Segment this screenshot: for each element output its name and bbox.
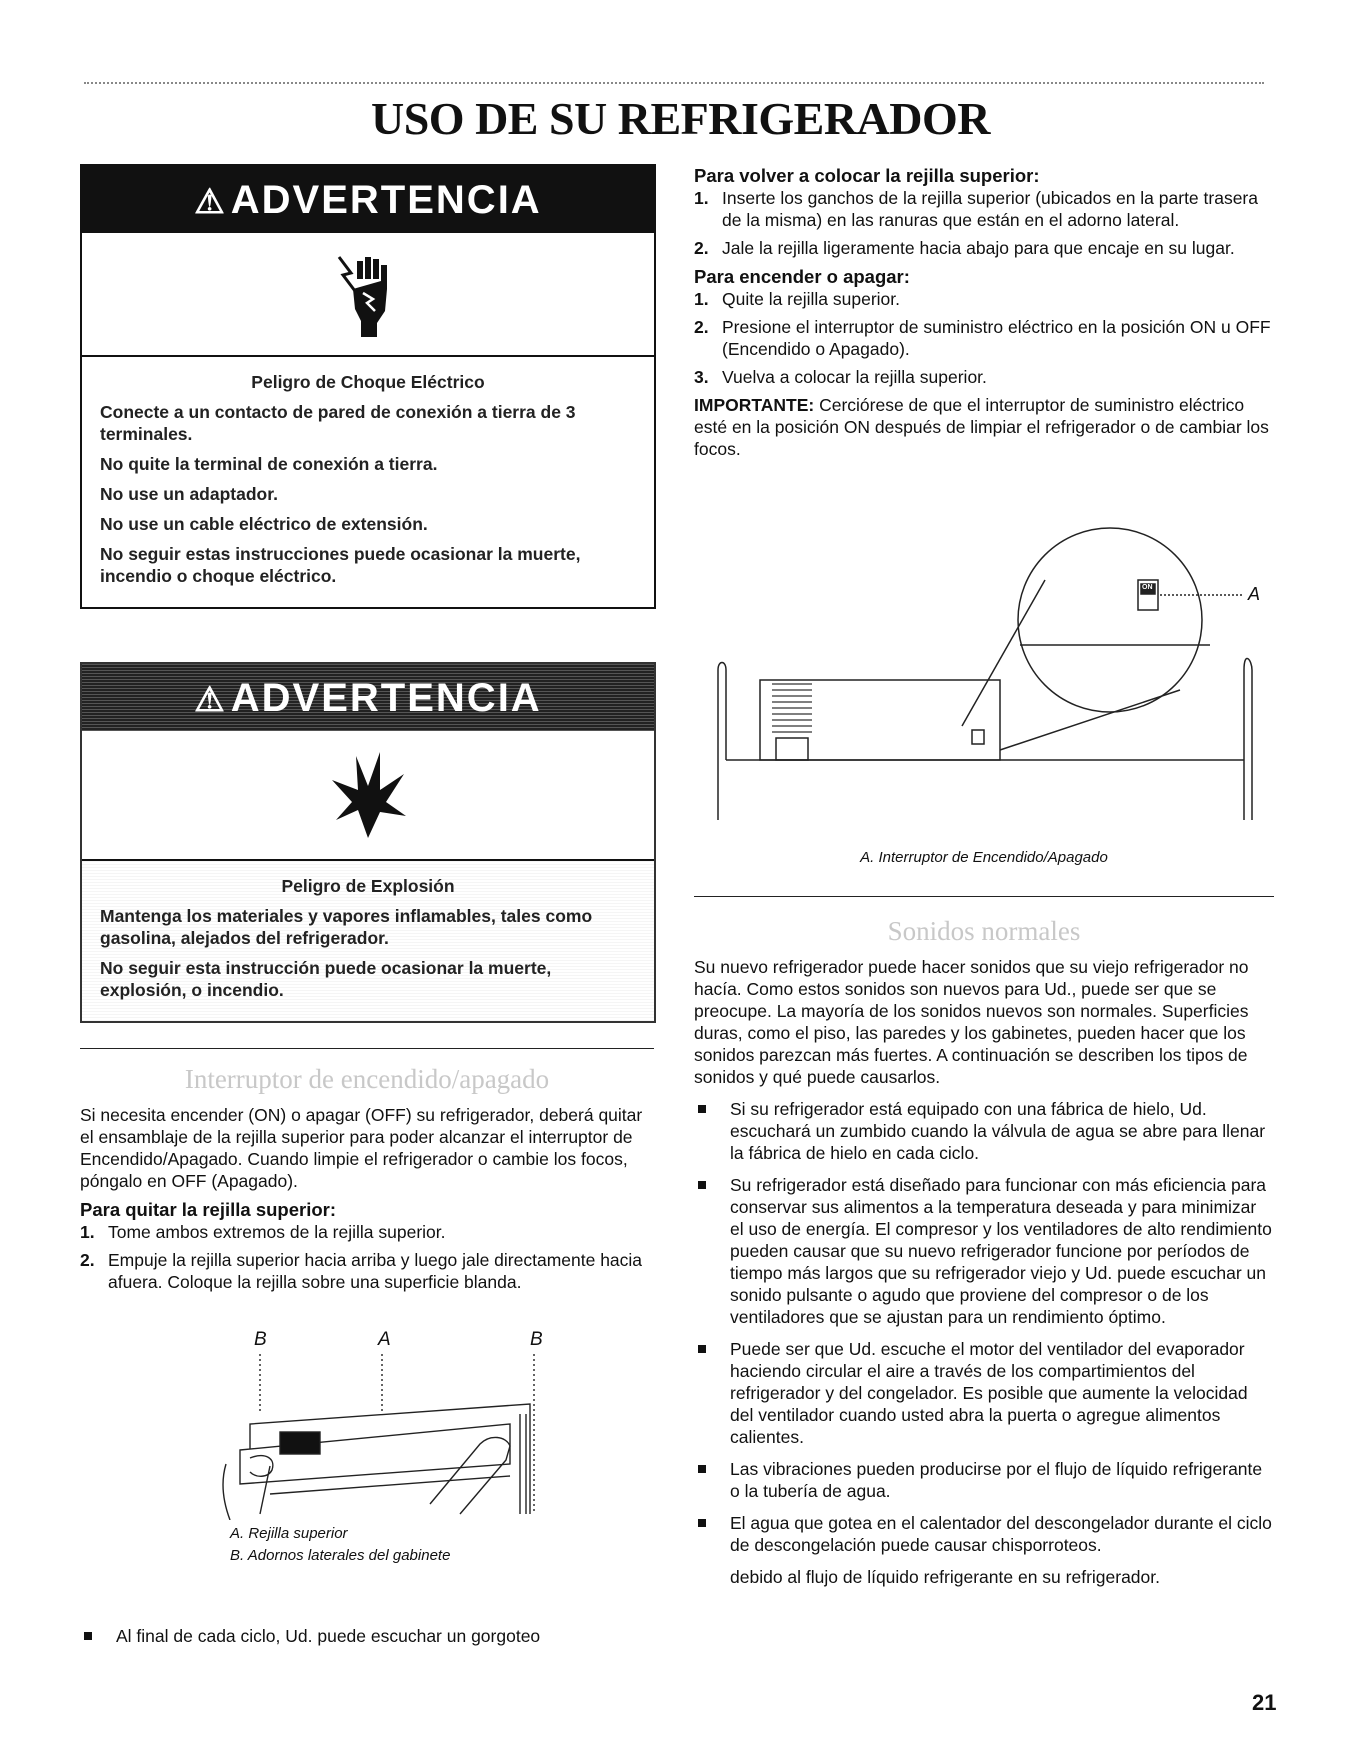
warning-line: No seguir esta instrucción puede ocasionar la muerte, explosión, o incendio. (100, 958, 552, 1000)
warning-triangle-icon: ⚠ (194, 681, 227, 719)
remove-steps (80, 1221, 656, 1293)
important-note: IMPORTANTE: Cerciórese de que el interruptor de suministro eléctrico esté en la posición ON después de limpiar el refrigerador o de cambiar los focos. (694, 395, 1269, 459)
list-item: 3. Vuelva a colocar la rejilla superior. (694, 367, 987, 387)
figure-caption: A. Interruptor de Encendido/Apagado (860, 849, 1108, 866)
section-title-sounds: Sonidos normales (887, 916, 1081, 946)
section-title-switch: Interruptor de encendido/apagado (184, 1064, 550, 1094)
warning-body (82, 357, 654, 607)
warning-box-electric (80, 164, 656, 609)
list-item: Puede ser que Ud. escuche el motor del ventilador del evaporador haciendo circular el aire a través de los compartimientos del refrigerador y del congelador. Es posible que aumente la velocidad del ventilador cuando usted abra la puerta o agregue alimentos calientes. (694, 1338, 1274, 1448)
sounds-bullets (694, 1098, 1274, 1556)
page-number: 21 (1252, 1690, 1277, 1715)
warning-line: No quite la terminal de conexión a tierra. (100, 454, 438, 474)
warning-header (82, 166, 654, 233)
page-title: USO DE SU REFRIGERADOR (370, 93, 991, 144)
list-item: 2. Jale la rejilla ligeramente hacia abajo para que encaje en su lugar. (694, 238, 1235, 258)
list-item: 2. Empuje la rejilla superior hacia arriba y luego jale directamente hacia afuera. Coloque la rejilla sobre una superficie blanda. (80, 1250, 643, 1292)
onoff-heading: Para encender o apagar: (694, 266, 910, 287)
list-item: 1. Inserte los ganchos de la rejilla superior (ubicados en la parte trasera de la misma) en las ranuras que están en el adorno lateral. (694, 188, 1258, 230)
switch-section-left (80, 1104, 656, 1299)
warning-header (82, 664, 654, 731)
replace-grille-heading: Para volver a colocar la rejilla superior: (694, 165, 1040, 186)
grille-removal-illustration (210, 1330, 550, 1520)
list-item: Su refrigerador está diseñado para funcionar con más eficiencia para conservar sus alimentos a la temperatura deseada y para minimizar el uso de energía. El compresor y los ventiladores de alto rendimiento pueden causar que su nuevo refrigerador funcione por períodos de tiempo más largos que su refrigerador viejo y Ud. puede escuchar un sonido pulsante o agudo que proviene del compresor o de los ventiladores que se ajustan para un rendimiento óptimo. (694, 1174, 1274, 1328)
warning-line: No use un cable eléctrico de extensión. (100, 514, 428, 534)
section-divider (694, 896, 1274, 897)
figure-label: A (1248, 584, 1261, 604)
electric-shock-hand-icon (82, 233, 654, 357)
sounds-bullets-continued (80, 1625, 656, 1647)
warning-line: No seguir estas instrucciones puede ocasionar la muerte, incendio o choque eléctrico. (100, 544, 581, 586)
warning-box-explosion (80, 662, 656, 1023)
hazard-title: Peligro de Choque Eléctrico (251, 372, 485, 392)
warning-heading: ADVERTENCIA (230, 178, 542, 222)
figure-label: B (530, 1329, 543, 1350)
switch-on-label: ON (1142, 584, 1153, 591)
section-divider (80, 1048, 654, 1049)
list-item: Al final de cada ciclo, Ud. puede escuchar un gorgoteo (80, 1625, 656, 1647)
switch-intro: Si necesita encender (ON) o apagar (OFF) su refrigerador, deberá quitar el ensamblaje de la rejilla superior para poder alcanzar el interruptor de Encendido/Apagado. Cuando limpie el refrigerador o cambie los focos, póngalo en OFF (Apagado). (80, 1105, 643, 1191)
figure-label: B (254, 1329, 267, 1350)
warning-line: Conecte a un contacto de pared de conexión a tierra de 3 terminales. (100, 402, 576, 444)
warning-triangle-icon: ⚠ (194, 183, 227, 221)
power-switch-illustration (700, 520, 1270, 830)
warning-line: Mantenga los materiales y vapores inflamables, tales como gasolina, alejados del refrigerador. (100, 906, 593, 948)
warning-body (82, 861, 654, 1021)
bullet-continuation: debido al flujo de líquido refrigerante en su refrigerador. (730, 1567, 1160, 1587)
replace-steps (694, 187, 1274, 259)
list-item: 1. Tome ambos extremos de la rejilla superior. (80, 1222, 446, 1242)
left-last-bullet (80, 1625, 656, 1657)
list-item: El agua que gotea en el calentador del descongelador durante el ciclo de descongelación puede causar chisporroteos. (694, 1512, 1274, 1556)
explosion-icon (82, 731, 654, 861)
onoff-steps (694, 288, 1274, 388)
remove-grille-heading: Para quitar la rejilla superior: (80, 1199, 337, 1220)
switch-section-right (694, 164, 1274, 466)
figure-caption: A. Rejilla superior (230, 1525, 348, 1542)
sounds-section (694, 956, 1274, 1594)
list-item: 2. Presione el interruptor de suministro eléctrico en la posición ON u OFF (Encendido o Apagado). (694, 317, 1271, 359)
warning-heading: ADVERTENCIA (230, 676, 542, 720)
list-item: 1. Quite la rejilla superior. (694, 289, 900, 309)
sounds-intro: Su nuevo refrigerador puede hacer sonidos que su viejo refrigerador no hacía. Como estos sonidos son nuevos para Ud., puede ser que se preocupe. La mayoría de los sonidos nuevos son normales. Superficies duras, como el piso, las paredes y los gabinetes, pueden hacer que los sonidos parezcan más fuertes. A continuación se describen los tipos de sonidos y qué puede causarlos. (694, 957, 1249, 1087)
hazard-title: Peligro de Explosión (281, 876, 455, 896)
figure-caption: B. Adornos laterales del gabinete (230, 1547, 451, 1564)
top-rule (84, 82, 1264, 84)
list-item: Las vibraciones pueden producirse por el flujo de líquido refrigerante o la tubería de agua. (694, 1458, 1274, 1502)
warning-line: No use un adaptador. (100, 484, 278, 504)
list-item: Si su refrigerador está equipado con una fábrica de hielo, Ud. escuchará un zumbido cuando la válvula de agua se abre para llenar la fábrica de hielo en cada ciclo. (694, 1098, 1274, 1164)
figure-label: A (378, 1329, 391, 1350)
